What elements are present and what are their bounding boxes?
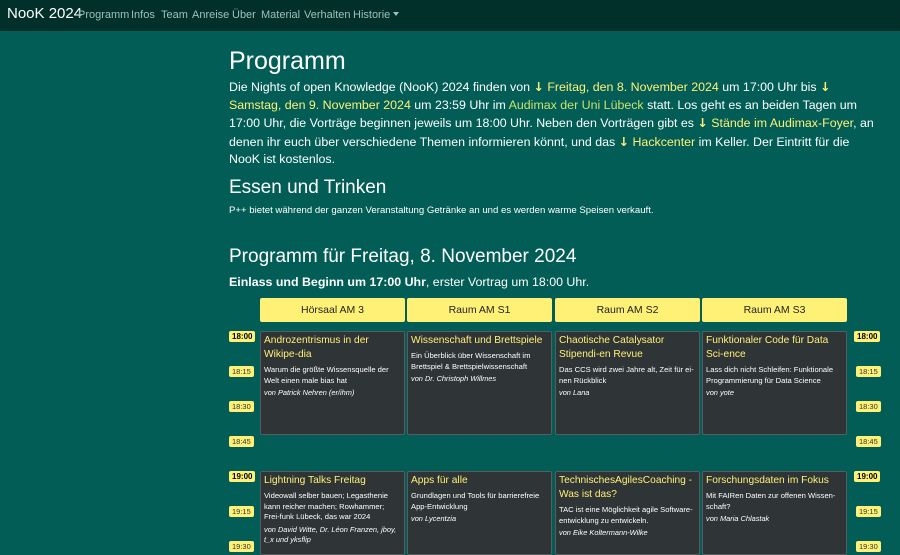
- talk-description: Lass dich nicht Schleifen: Funktionale Programmierung für Data Science: [706, 365, 834, 385]
- talk-description: Das CCS wird zwei Jahre alt, Zeit für ei-nen Rückblick: [559, 365, 694, 385]
- nav-item-ueber[interactable]: Über: [232, 9, 256, 21]
- einlass-bold: Einlass und Beginn um 17:00 Uhr: [229, 275, 426, 289]
- talk-author: von Maria Chlastak: [706, 514, 770, 523]
- link-friday[interactable]: [533, 80, 718, 94]
- talk-author: von Patrick Nehren (er/ihm): [264, 388, 355, 397]
- talk-title: Lightning Talks Freitag: [264, 475, 366, 486]
- time-label-right: 19:00: [854, 471, 880, 482]
- talk-description: Grundlagen und Tools für barrierefreie App-Entwicklung: [411, 491, 540, 511]
- talk-title: Androzentrismus in der Wikipe-dia: [264, 335, 369, 360]
- talk-author: von David Witte, Dr. Léon Franzen, jboy, t_x und yksflip: [264, 524, 397, 544]
- talk-author: von Dr. Christoph Willmes: [411, 374, 497, 383]
- room-header-s3: Raum AM S3: [702, 298, 847, 322]
- talk-title: Chaotische Catalysator Stipendi-en Revue: [559, 335, 665, 360]
- intro-text: um 17:00 Uhr bis: [718, 80, 821, 94]
- page-title: Programm: [229, 47, 346, 75]
- link-hackcenter-label: Hackcenter: [632, 134, 696, 149]
- time-label-left: 18:15: [229, 366, 254, 377]
- link-staende-label: Stände im Audimax-Foyer: [711, 116, 854, 130]
- talk-card[interactable]: [260, 471, 405, 555]
- intro-text: , an denen ihr euch über verschiedene Themen informieren könnt, und das: [229, 116, 874, 149]
- time-label-right: 19:30: [856, 541, 881, 552]
- heading-friday: Programm für Freitag, 8. November 2024: [229, 246, 577, 267]
- time-label-left: 19:30: [229, 541, 254, 552]
- time-label-left: 18:45: [229, 436, 254, 447]
- nav-item-programm[interactable]: Programm: [78, 9, 130, 21]
- nav-item-verhalten[interactable]: Verhalten: [304, 9, 351, 21]
- heading-food: Essen und Trinken: [229, 177, 387, 198]
- food-text: P++ bietet während der ganzen Veranstaltung Getränke an und es werden warme Speisen verkauft.: [229, 205, 654, 216]
- navbar: [0, 0, 900, 31]
- room-header-s2: Raum AM S2: [555, 298, 700, 322]
- time-label-right: 19:15: [856, 506, 881, 517]
- nav-item-material[interactable]: Material: [261, 9, 301, 21]
- brand-link[interactable]: NooK 2024: [7, 5, 83, 22]
- talk-title: Forschungsdaten im Fokus: [706, 475, 829, 486]
- talk-description: Ein Überblick über Wissenschaft im Brettspiel & Brettspielwissenschaft: [411, 351, 531, 371]
- talk-card[interactable]: [555, 331, 700, 435]
- talk-title: Wissenschaft und Brettspiele: [411, 335, 543, 346]
- room-header-s1: Raum AM S1: [407, 298, 552, 322]
- einlass-text: [229, 275, 879, 289]
- time-label-right: 18:00: [854, 331, 880, 342]
- talk-card[interactable]: [555, 471, 700, 555]
- arrow-down-icon: ↓: [533, 79, 544, 94]
- talk-card[interactable]: [702, 471, 847, 555]
- intro-text: um 23:59 Uhr im: [410, 97, 509, 112]
- arrow-down-icon: ↓: [618, 133, 630, 149]
- talk-author: von Lana: [559, 388, 590, 397]
- link-friday-label: Freitag, den 8. November 2024: [547, 80, 719, 94]
- talk-description: Warum die größte Wissensquelle der Welt einen male bias hat: [264, 365, 389, 385]
- time-label-right: 18:15: [856, 366, 881, 377]
- intro-text: Die Nights of open Knowledge (NooK) 2024 finden von: [229, 80, 534, 94]
- time-label-left: 19:00: [229, 471, 255, 482]
- talk-card[interactable]: [407, 331, 552, 435]
- talk-card[interactable]: [702, 331, 847, 435]
- talk-title: Apps für alle: [411, 475, 468, 486]
- room-header-am3: Hörsaal AM 3: [260, 298, 405, 322]
- time-label-left: 19:15: [229, 506, 254, 517]
- talk-card[interactable]: [407, 471, 552, 555]
- link-audimax[interactable]: Audimax der Uni Lübeck: [508, 97, 644, 112]
- talk-author: von Lycentzia: [411, 514, 457, 523]
- talk-title: Funktionaler Code für Data Sci-ence: [706, 335, 829, 360]
- arrow-down-icon: ↓: [820, 79, 831, 94]
- intro-text: statt. Los geht es an beiden Tagen um 17:00 Uhr, die Vorträge beginnen jeweils um 18:00 Uhr. Neben den Vorträgen gibt es: [229, 97, 857, 130]
- intro-text: im Keller. Der Eintritt für die NooK ist kostenlos.: [229, 134, 850, 166]
- nav-item-infos[interactable]: Infos: [131, 9, 155, 21]
- talk-card[interactable]: [260, 331, 405, 435]
- chevron-down-icon: [393, 12, 399, 16]
- time-label-right: 18:30: [856, 401, 881, 412]
- talk-description: TAC ist eine Möglichkeit agile Software-entwicklung zu entwickeln.: [559, 505, 693, 525]
- talk-author: von Eike Koltermann-Wilke: [559, 528, 648, 537]
- arrow-down-icon: ↓: [697, 115, 708, 130]
- time-label-left: 18:30: [229, 401, 254, 412]
- nav-item-historie-label: Historie: [353, 9, 391, 21]
- intro-paragraph: [229, 78, 879, 169]
- link-staende[interactable]: [697, 116, 853, 130]
- time-label-right: 18:45: [856, 436, 881, 447]
- time-label-left: 18:00: [229, 331, 255, 342]
- link-saturday-label: Samstag, den 9. November 2024: [229, 97, 411, 112]
- talk-description: Videowall selber bauen; Legasthenie kann reicher machen; Rowhammer; Frei-funk Lübeck, das war 2024: [264, 491, 388, 521]
- talk-title: TechnischesAgilesCoaching - Was ist das?: [559, 475, 693, 500]
- nav-item-team[interactable]: Team: [161, 9, 188, 21]
- link-hackcenter[interactable]: [619, 135, 696, 149]
- talk-author: von yote: [706, 388, 734, 397]
- einlass-rest: , erster Vortrag um 18:00 Uhr.: [425, 275, 590, 289]
- nav-item-historie[interactable]: [353, 9, 399, 21]
- talk-description: Mit FAIRen Daten zur offenen Wissen-schaft?: [706, 491, 836, 511]
- nav-item-anreise[interactable]: Anreise: [192, 9, 230, 21]
